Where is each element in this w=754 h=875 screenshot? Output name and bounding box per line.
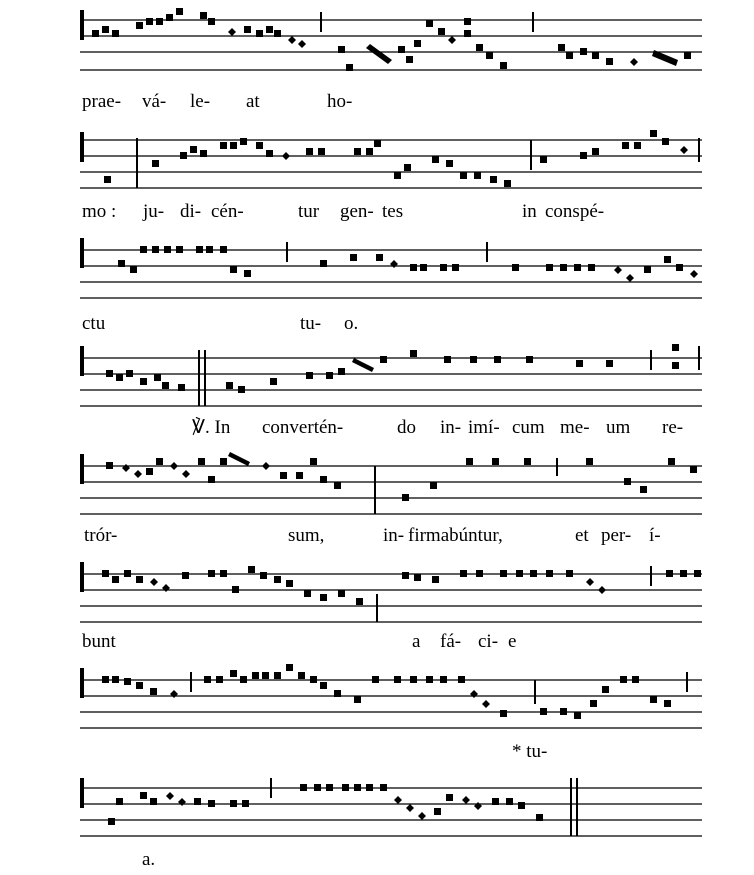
lyrics-2 xyxy=(0,202,754,226)
staff-system-8 xyxy=(0,768,754,875)
clef-icon xyxy=(80,778,84,808)
syllable: tes xyxy=(382,201,404,222)
neumes-8 xyxy=(80,778,578,836)
syllable: in- xyxy=(383,525,405,546)
syllable: ho- xyxy=(327,91,353,112)
neumes-4 xyxy=(80,344,700,406)
syllable: cén- xyxy=(211,201,244,222)
syllable: imí- xyxy=(468,417,500,438)
syllable: a. xyxy=(142,849,156,870)
syllable: in- xyxy=(440,417,462,438)
clef-icon xyxy=(80,668,84,698)
staff-system-2 xyxy=(0,120,754,230)
staff-lines-5 xyxy=(0,446,754,526)
staff-system-7 xyxy=(0,660,754,770)
syllable: cum xyxy=(512,417,545,438)
staff-system-5 xyxy=(0,446,754,558)
syllable: a xyxy=(412,631,421,652)
syllable: convertén- xyxy=(262,417,344,438)
neumes-5 xyxy=(80,452,697,514)
lyrics-4 xyxy=(0,418,754,442)
neumes-7 xyxy=(80,664,688,719)
neumes-3 xyxy=(80,238,698,282)
clef-icon xyxy=(80,454,84,484)
staff-lines-6 xyxy=(0,554,754,634)
lyrics-8 xyxy=(0,850,754,874)
syllable: conspé- xyxy=(545,201,605,222)
syllable: di- xyxy=(180,201,202,222)
syllable: trór- xyxy=(84,525,118,546)
syllable: et xyxy=(575,525,589,546)
staff-system-3 xyxy=(0,230,754,342)
lyrics-6 xyxy=(0,632,754,656)
staff-lines-7 xyxy=(0,660,754,740)
clef-icon xyxy=(80,346,84,376)
syllable: per- xyxy=(601,525,632,546)
staff-system-4 xyxy=(0,338,754,448)
lyrics-7 xyxy=(0,742,754,766)
syllable: at xyxy=(246,91,260,112)
syllable: í- xyxy=(649,525,661,546)
syllable: vá- xyxy=(142,91,167,112)
syllable: o. xyxy=(344,313,359,334)
syllable: re- xyxy=(662,417,684,438)
syllable: mo : xyxy=(82,201,117,222)
syllable: sum, xyxy=(288,525,325,546)
neumes-1 xyxy=(80,8,691,71)
syllable: ctu xyxy=(82,313,106,334)
staff-lines-8 xyxy=(0,768,754,848)
staff-lines-4 xyxy=(0,338,754,418)
clef-icon xyxy=(80,132,84,162)
syllable: do xyxy=(397,417,416,438)
clef-icon xyxy=(80,562,84,592)
neumes-6 xyxy=(80,562,701,622)
lyrics-3 xyxy=(0,314,754,338)
syllable: le- xyxy=(190,91,211,112)
staff-lines-3 xyxy=(0,230,754,310)
syllable: ℣. In xyxy=(192,417,231,438)
syllable: fá- xyxy=(440,631,462,652)
neumes-2 xyxy=(80,130,700,188)
staff-lines-1 xyxy=(0,0,754,80)
staff-system-1 xyxy=(0,0,754,112)
syllable: prae- xyxy=(82,91,122,112)
syllable: gen- xyxy=(340,201,374,222)
staff-lines-2 xyxy=(0,120,754,200)
syllable: bunt xyxy=(82,631,116,652)
lyrics-5 xyxy=(0,526,754,550)
syllable: tur xyxy=(298,201,320,222)
clef-icon xyxy=(80,238,84,268)
syllable: in xyxy=(522,201,537,222)
syllable: um xyxy=(606,417,631,438)
syllable: me- xyxy=(560,417,590,438)
syllable: firmabúntur, xyxy=(408,525,503,546)
staff-system-6 xyxy=(0,554,754,664)
syllable: ci- xyxy=(478,631,499,652)
syllable: ju- xyxy=(143,201,165,222)
lyrics-1 xyxy=(0,92,754,116)
clef-icon xyxy=(80,10,84,40)
syllable: e xyxy=(508,631,517,652)
syllable: tu- xyxy=(300,313,322,334)
syllable: * tu- xyxy=(512,741,548,762)
